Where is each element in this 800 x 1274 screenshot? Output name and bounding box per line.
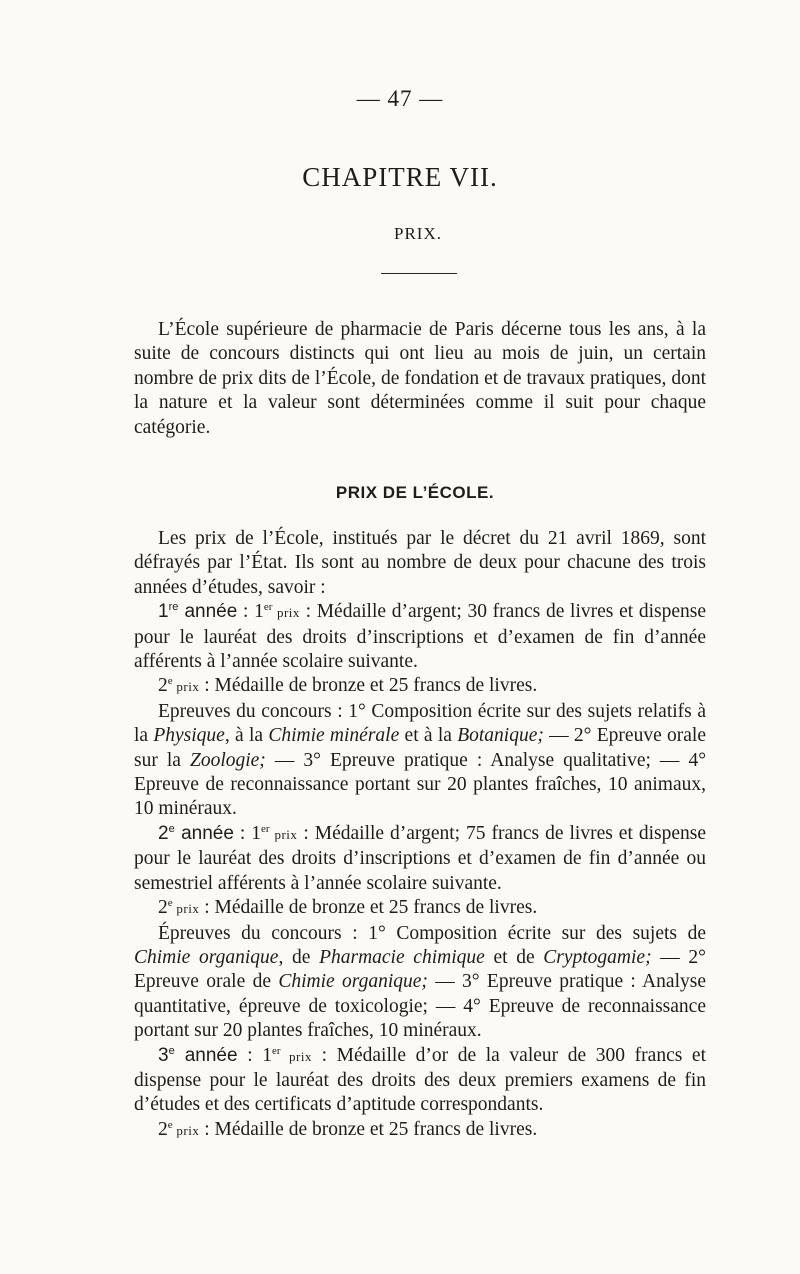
- second-year-second-prize-paragraph: 2e prix : Médaille de bronze et 25 francs de livres.: [158, 897, 538, 919]
- second-prize-label: 2e prix: [158, 897, 200, 919]
- intro-section: [134, 318, 706, 440]
- second-year-label: 2e année: [158, 822, 234, 844]
- first-year-second-prize-paragraph: 2e prix : Médaille de bronze et 25 francs de livres.: [158, 675, 538, 697]
- section-divider: [381, 273, 457, 274]
- second-year-epreuves-paragraph: Épreuves du concours : 1° Composition écrite sur des sujets de Chimie organique, de Pharmacie chimique et de Cryptogamie; — 2° Epreuve orale de Chimie organique; — 3° Epreuve pratique : Analyse quantitative, épreuve de toxicologie; — 4° Epreuve de reconnaissance portant sur 20 plantes fraîches, 10 minéraux.: [134, 922, 706, 1042]
- section-title: PRIX.: [394, 224, 442, 243]
- first-year-first-prize-paragraph: 1re année : 1er prix : Médaille d’argent; 30 francs de livres et dispense pour le lauréat des droits d’inscriptions et d’examen de fin d’année afférents à l’année scolaire suivante.: [134, 601, 706, 673]
- prix-ecole-body: [134, 527, 706, 1143]
- first-year-epreuves-paragraph: Epreuves du concours : 1° Composition écrite sur des sujets relatifs à la Physique, à la Chimie minérale et à la Botanique; — 2° Epreuve orale sur la Zoologie; — 3° Epreuve pratique : Analyse qualitative; — 4° Epreuve de reconnaissance portant sur 20 plantes fraîches, 10 animaux, 10 minéraux.: [134, 700, 706, 820]
- second-year-first-prize-paragraph: 2e année : 1er prix : Médaille d’argent; 75 francs de livres et dispense pour le lauréat des droits d’inscriptions et d’examen de fin d’année ou semestriel afférents à l’année scolaire suivante.: [134, 822, 706, 894]
- subsection-title: PRIX DE L’ÉCOLE.: [335, 483, 495, 502]
- second-prize-label: 2e prix: [158, 1118, 200, 1140]
- third-year-first-prize-paragraph: 3e année : 1er prix : Médaille d’or de la valeur de 300 francs et dispense pour le lauréat des droits des deux premiers examens de fin d’études et des certificats d’aptitude correspondants.: [134, 1044, 707, 1116]
- intro-paragraph: L’École supérieure de pharmacie de Paris décerne tous les ans, à la suite de concours distincts qui ont lieu au mois de juin, un certain nombre de prix dits de l’École, de fondation et de travaux pratiques, dont la nature et la valeur sont déterminées comme il suit pour chaque catégorie.: [134, 319, 706, 438]
- first-prize-label: 1er prix: [251, 822, 298, 844]
- chapter-title: CHAPITRE VII.: [302, 162, 498, 192]
- first-year-label: 1re année: [158, 601, 238, 623]
- first-prize-label: 1er prix: [262, 1044, 312, 1066]
- third-year-second-prize-paragraph: 2e prix : Médaille de bronze et 25 francs de livres.: [158, 1118, 538, 1140]
- first-prize-label: 1er prix: [254, 601, 300, 623]
- second-prize-label: 2e prix: [158, 675, 200, 697]
- third-year-label: 3e année: [158, 1044, 238, 1066]
- page-number: — 47 —: [356, 86, 444, 111]
- prix-ecole-intro-paragraph: Les prix de l’École, institués par le décret du 21 avril 1869, sont défrayés par l’État. Ils sont au nombre de deux pour chacune des trois années d’études, savoir :: [134, 528, 706, 598]
